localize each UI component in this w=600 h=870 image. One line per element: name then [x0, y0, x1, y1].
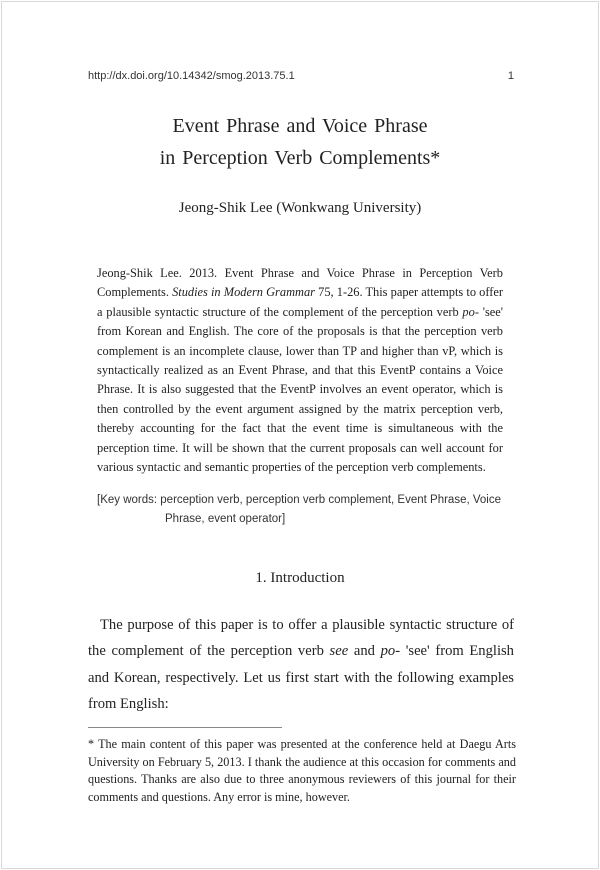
intro-term-po: po- [380, 643, 401, 660]
keywords-line-2: Phrase, event operator] [165, 513, 286, 525]
title-line-1: Event Phrase and Voice Phrase [172, 115, 428, 137]
abstract-citation-pre: Jeong-Shik Lee. 2013. Event Phrase and Voice Phrase in Perception Verb Complements. [97, 266, 503, 300]
journal-name: Studies in Modern Grammar [172, 285, 315, 300]
intro-part-2: and [348, 643, 381, 660]
keywords-line-1: [Key words: perception verb, perception verb complement, Event Phrase, Voice [97, 494, 501, 506]
section-heading: 1. Introduction [255, 570, 345, 586]
abstract-body: 'see' from Korean and English. The core of the proposals is that the perception verb complement is an incomplete clause, lower than TP and higher than vP, which is syntactically realized as an Event Phrase, and that this EventP contains a Voice Phrase. It is also suggested that the EventP involves an event operator, which is then controlled by the event argument assigned by the matrix perception verb, thereby accounting for the fact that the event time is simultaneous with the perception time. It will be shown that the current proposals can well account for various syntactic and semantic properties of the perception verb complements. [97, 304, 503, 475]
page-number: 1 [507, 70, 514, 82]
intro-term-see: see [329, 643, 349, 660]
abstract [97, 264, 503, 477]
abstract-citation-post: 75, 1-26. This paper attempts to offer a plausible syntactic structure of the complement of the perception verb [97, 285, 503, 319]
title-line-2: in Perception Verb Complements* [159, 147, 441, 169]
paper-title [0, 110, 600, 174]
footnote-divider [88, 727, 282, 728]
footnote: * The main content of this paper was presented at the conference held at Daegu Arts University on February 5, 2013. I thank the audience at this occasion for comments and questions. Thanks are also due to three anonymous reviewers of this journal for their comments and questions. Any error is mine, however. [88, 737, 516, 804]
intro-part-1: The purpose of this paper is to offer a plausible syntactic structure of the complement of the perception verb [88, 617, 514, 660]
running-header [88, 70, 514, 82]
author-line: Jeong-Shik Lee (Wonkwang University) [178, 200, 422, 216]
korean-verb: po- [462, 304, 479, 319]
keywords [97, 491, 517, 529]
doi-link[interactable]: http://dx.doi.org/10.14342/smog.2013.75.1 [88, 70, 295, 82]
introduction-paragraph [88, 612, 514, 718]
intro-part-3: 'see' from English and Korean, respectively. Let us first start with the following examples from English: [88, 643, 514, 713]
